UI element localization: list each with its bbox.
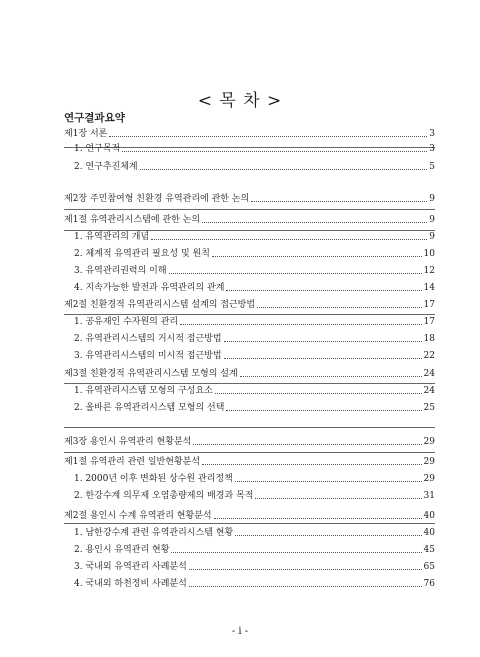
dot-leader xyxy=(169,273,422,274)
toc-label: 3. 유역관리시스템의 미시적 접근방법 xyxy=(74,351,222,361)
toc-page-number: 29 xyxy=(423,474,435,484)
toc-label: 4. 지속가능한 발전과 유역관리의 관계 xyxy=(74,283,225,293)
toc-page-number: 25 xyxy=(423,403,435,413)
toc-label: 제1절 유역관리시스템에 관한 논의 xyxy=(64,215,201,225)
toc-label: 2. 유역관리시스템의 거시적 접근방법 xyxy=(74,334,222,344)
toc-label: 2. 용인시 유역관리 현황 xyxy=(74,545,170,555)
toc-label: 제1장 서론 xyxy=(64,129,108,139)
toc-page-number: 29 xyxy=(423,437,435,447)
dot-leader xyxy=(257,307,421,308)
toc-page-number: 31 xyxy=(423,491,435,501)
toc-entry xyxy=(64,454,435,468)
divider xyxy=(64,452,435,453)
toc-label: 1. 유역관리의 개념 xyxy=(74,232,150,242)
toc-label: 2. 올바른 유역관리시스템 모형의 선택 xyxy=(74,403,225,413)
toc-page-number: 65 xyxy=(423,562,435,572)
dot-leader xyxy=(122,151,427,152)
dot-leader xyxy=(189,569,422,570)
toc-label: 제2절 친환경적 유역관리시스템 설계의 접근방법 xyxy=(64,300,256,310)
dot-leader xyxy=(251,201,427,202)
toc-entry xyxy=(74,314,435,328)
toc-page-number: 10 xyxy=(423,249,435,259)
toc-label: 1. 유역관리시스템 모형의 구성요소 xyxy=(74,386,213,396)
toc-entry xyxy=(64,297,435,311)
toc-page-number: 24 xyxy=(423,369,435,379)
toc-label: 1. 공유재인 수자원의 관리 xyxy=(74,317,179,327)
toc-label: 3. 유역관리권력의 이해 xyxy=(74,266,167,276)
toc-page-number: 40 xyxy=(423,511,435,521)
toc-entry xyxy=(74,280,435,294)
toc-entry xyxy=(74,263,435,277)
dot-leader xyxy=(212,256,422,257)
toc-label: 제1절 유역관리 관련 일반현황분석 xyxy=(64,457,201,467)
toc-entry xyxy=(74,331,435,345)
toc-page-number: 9 xyxy=(429,215,435,225)
dot-leader xyxy=(109,136,427,137)
toc-label: 제2장 주민참여형 친환경 유역관리에 관한 논의 xyxy=(64,194,250,204)
toc-page-number: 24 xyxy=(423,386,435,396)
dot-leader xyxy=(180,324,421,325)
dot-leader xyxy=(214,518,422,519)
toc-entry xyxy=(64,191,435,205)
dot-leader xyxy=(215,393,422,394)
toc-page-number: 12 xyxy=(423,266,435,276)
dot-leader xyxy=(189,586,422,587)
dot-leader xyxy=(202,222,427,223)
toc-page-number: 14 xyxy=(423,283,435,293)
toc-page-number: 76 xyxy=(423,579,435,589)
dot-leader xyxy=(224,341,422,342)
toc-entry xyxy=(74,471,435,485)
toc-label: 제3절 친환경적 유역관리시스템 모형의 설계 xyxy=(64,369,238,379)
page-number-footer: - i - xyxy=(231,626,249,637)
toc-entry xyxy=(74,229,435,243)
dot-leader xyxy=(226,410,421,411)
dot-leader xyxy=(255,498,421,499)
summary-heading: 연구결과요약 xyxy=(64,112,125,124)
toc-entry xyxy=(64,366,435,380)
toc-entry xyxy=(74,525,435,539)
toc-page-number: 45 xyxy=(423,545,435,555)
toc-entry xyxy=(64,126,435,140)
toc-entry xyxy=(64,434,435,448)
toc-entry xyxy=(74,348,435,362)
toc-page-number: 17 xyxy=(423,300,435,310)
dot-leader xyxy=(171,552,421,553)
toc-label: 제3장 용인시 유역관리 현황분석 xyxy=(64,437,192,447)
dot-leader xyxy=(140,169,428,170)
toc-page-number: 9 xyxy=(429,194,435,204)
toc-label: 제2절 용인시 수계 유역관리 현황분석 xyxy=(64,511,212,521)
toc-page-number: 3 xyxy=(429,144,435,154)
toc-page-number: 3 xyxy=(429,129,435,139)
toc-entry xyxy=(74,383,435,397)
toc-page-number: 5 xyxy=(429,162,435,172)
toc-label: 2. 체계적 유역관리 필요성 및 원칙 xyxy=(74,249,210,259)
toc-page-number: 22 xyxy=(423,351,435,361)
toc-entry xyxy=(64,212,435,226)
toc-label: 2. 한강수계 의무제 오염총량제의 배경과 목적 xyxy=(74,491,254,501)
toc-entry xyxy=(74,400,435,414)
toc-entry xyxy=(74,576,435,590)
dot-leader xyxy=(226,290,421,291)
toc-entry xyxy=(74,141,435,155)
dot-leader xyxy=(202,464,422,465)
toc-label: 3. 국내외 유역관리 사례분석 xyxy=(74,562,187,572)
page-title: < 목 차 > xyxy=(197,91,283,111)
divider xyxy=(64,427,435,428)
dot-leader xyxy=(151,239,427,240)
toc-entry xyxy=(64,508,435,522)
toc-page-number: 18 xyxy=(423,334,435,344)
dot-leader xyxy=(235,481,422,482)
toc-label: 1. 남한강수계 관련 유역관리시스템 현황 xyxy=(74,528,234,538)
toc-entry xyxy=(74,542,435,556)
toc-entry xyxy=(74,559,435,573)
toc-label: 2. 연구추진체계 xyxy=(74,162,138,172)
toc-page-number: 17 xyxy=(423,317,435,327)
toc-entry xyxy=(74,488,435,502)
dot-leader xyxy=(235,535,421,536)
divider xyxy=(64,523,435,524)
toc-page-number: 9 xyxy=(429,232,435,242)
dot-leader xyxy=(193,444,421,445)
toc-page-number: 29 xyxy=(423,457,435,467)
toc-entry xyxy=(74,159,435,173)
divider xyxy=(64,209,435,210)
toc-label: 1. 연구목적 xyxy=(74,144,121,154)
toc-page-number: 40 xyxy=(423,528,435,538)
dot-leader xyxy=(224,358,422,359)
toc-label: 1. 2000년 이후 변화된 상수원 관리정책 xyxy=(74,474,233,484)
dot-leader xyxy=(240,376,422,377)
toc-label: 4. 국내외 하천정비 사례분석 xyxy=(74,579,187,589)
toc-entry xyxy=(74,246,435,260)
